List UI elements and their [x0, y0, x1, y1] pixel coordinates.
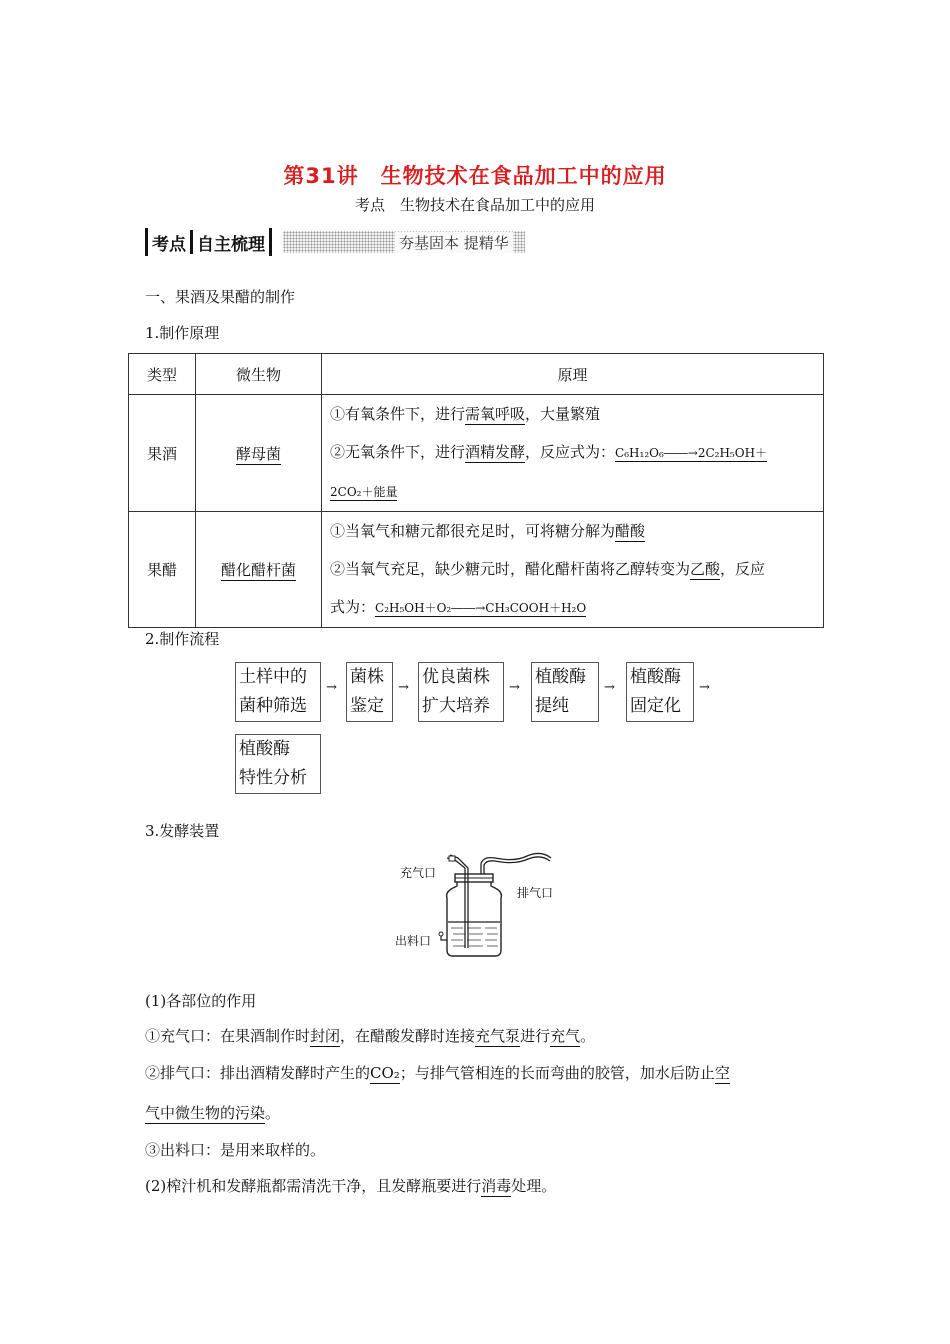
- page-subtitle: 考点 生物技术在食品加工中的应用: [354, 196, 595, 214]
- banner-separator: [190, 230, 193, 254]
- header-microbe: 微生物: [196, 354, 322, 395]
- flow-step-line: 鉴定: [350, 696, 384, 716]
- answer-blank: 空: [714, 1064, 730, 1082]
- reaction-formula: C₂H₅OH＋O₂――→CH₃COOH＋H₂O: [375, 601, 587, 615]
- paragraph: [145, 1062, 730, 1083]
- paragraph: [145, 1102, 280, 1123]
- flow-step-line: 植酸酶: [630, 667, 681, 687]
- text: 式为：: [330, 598, 376, 616]
- text: ②排气口：排出酒精发酵时产生的: [145, 1064, 371, 1082]
- header-principle: 原理: [322, 354, 824, 395]
- answer-blank: 封闭: [310, 1027, 341, 1045]
- answer-blank: 气中微生物的污染: [145, 1104, 266, 1122]
- text: 进行: [520, 1027, 551, 1045]
- answer-blank: 充气泵: [475, 1027, 521, 1045]
- label-sample: 出料口: [395, 934, 432, 948]
- flow-arrow-icon: →: [699, 680, 710, 695]
- reaction-formula: C₆H₁₂O₆――→2C₂H₅OH＋: [615, 446, 768, 460]
- flow-step-line: 固定化: [630, 696, 681, 716]
- row-type: 果酒: [129, 395, 196, 512]
- fermentation-apparatus: [395, 848, 570, 963]
- answer-blank: 乙酸: [690, 560, 721, 578]
- microbe-acetobacter: 醋化醋杆菌: [220, 561, 296, 579]
- paragraph: (1)各部位的作用: [145, 992, 257, 1010]
- flow-arrow-icon: →: [398, 680, 409, 695]
- answer-blank: 消毒: [481, 1177, 512, 1195]
- principle-line: [330, 588, 815, 627]
- banner-slogan: 夯基固本 提精华: [395, 232, 513, 253]
- text: 。: [580, 1027, 596, 1045]
- flow-step-line: 植酸酶: [535, 667, 586, 687]
- text: ，反应: [720, 560, 766, 578]
- paragraph: [145, 1175, 556, 1196]
- text: ；与排气管相连的长而弯曲的胶管，加水后防止: [399, 1064, 715, 1082]
- text: ①充气口：在果酒制作时: [145, 1027, 311, 1045]
- principle-line: [330, 395, 815, 433]
- label-inlet: 充气口: [400, 866, 437, 880]
- flow-step-line: 植酸酶: [239, 739, 290, 759]
- flow-step: [346, 662, 393, 722]
- section-heading: 一、果酒及果醋的制作: [145, 288, 296, 306]
- flow-step: [418, 662, 504, 722]
- flow-step-line: 提纯: [535, 696, 569, 716]
- text: (2)榨汁机和发酵瓶都需清洗干净，且发酵瓶要进行: [145, 1177, 482, 1195]
- paragraph: ③出料口：是用来取样的。: [145, 1141, 326, 1159]
- flow-arrow-icon: →: [509, 680, 520, 695]
- text: ，大量繁殖: [525, 405, 601, 423]
- flow-step-line: 特性分析: [239, 768, 307, 788]
- flow-step: [626, 662, 694, 722]
- subheading-principle: 1.制作原理: [145, 324, 220, 342]
- flow-step-line: 土样中的: [239, 667, 307, 687]
- flow-step-line: 优良菌株: [422, 667, 490, 687]
- text: ，在醋酸发酵时连接: [340, 1027, 476, 1045]
- banner-tag-left: 考点: [152, 234, 186, 255]
- header-type: 类型: [129, 354, 196, 395]
- microbe-yeast: 酵母菌: [235, 444, 281, 463]
- banner-tag: [145, 228, 272, 256]
- principle-line: [330, 550, 815, 588]
- text: ，反应式为：: [525, 443, 616, 461]
- row-microbe: [196, 395, 322, 512]
- flow-arrow-icon: →: [326, 680, 337, 695]
- answer-blank: CO₂: [370, 1064, 400, 1082]
- text: ②当氧气充足，缺少糖元时，醋化醋杆菌将乙醇转变为: [330, 560, 691, 578]
- paragraph: [145, 1025, 595, 1046]
- principle-line: [330, 433, 815, 472]
- answer-blank: 醋酸: [615, 522, 646, 540]
- flow-step: [235, 734, 321, 794]
- text: 。: [265, 1104, 281, 1122]
- subheading-process: 2.制作流程: [145, 630, 220, 648]
- row-principle: [322, 512, 824, 628]
- flow-step: [531, 662, 599, 722]
- text: ①当氧气和糖元都很充足时，可将糖分解为: [330, 522, 616, 540]
- label-outlet: 排气口: [517, 886, 554, 900]
- flow-step: [235, 662, 321, 722]
- answer-blank: 酒精发酵: [465, 443, 526, 461]
- flow-step-line: 菌种筛选: [239, 696, 307, 716]
- flow-arrow-icon: →: [604, 680, 615, 695]
- flow-step-line: 菌株: [350, 667, 384, 687]
- answer-blank: 充气: [550, 1027, 581, 1045]
- table-row: [129, 395, 824, 512]
- text: 处理。: [511, 1177, 557, 1195]
- text: ①有氧条件下，进行: [330, 405, 466, 423]
- text: ②无氧条件下，进行: [330, 443, 466, 461]
- row-microbe: [196, 512, 322, 628]
- principle-line: [330, 472, 815, 511]
- row-principle: [322, 395, 824, 512]
- flow-step-line: 扩大培养: [422, 696, 490, 716]
- page-title: 第31讲 生物技术在食品加工中的应用: [283, 164, 667, 188]
- section-banner: [145, 228, 525, 256]
- principle-table: [128, 353, 824, 628]
- table-header-row: [129, 354, 824, 395]
- banner-tag-right: 自主梳理: [197, 234, 265, 255]
- table-row: [129, 512, 824, 628]
- subheading-apparatus: 3.发酵装置: [145, 822, 220, 840]
- row-type: 果醋: [129, 512, 196, 628]
- principle-line: [330, 512, 815, 550]
- reaction-formula: 2CO₂＋能量: [330, 485, 398, 499]
- answer-blank: 需氧呼吸: [465, 405, 526, 423]
